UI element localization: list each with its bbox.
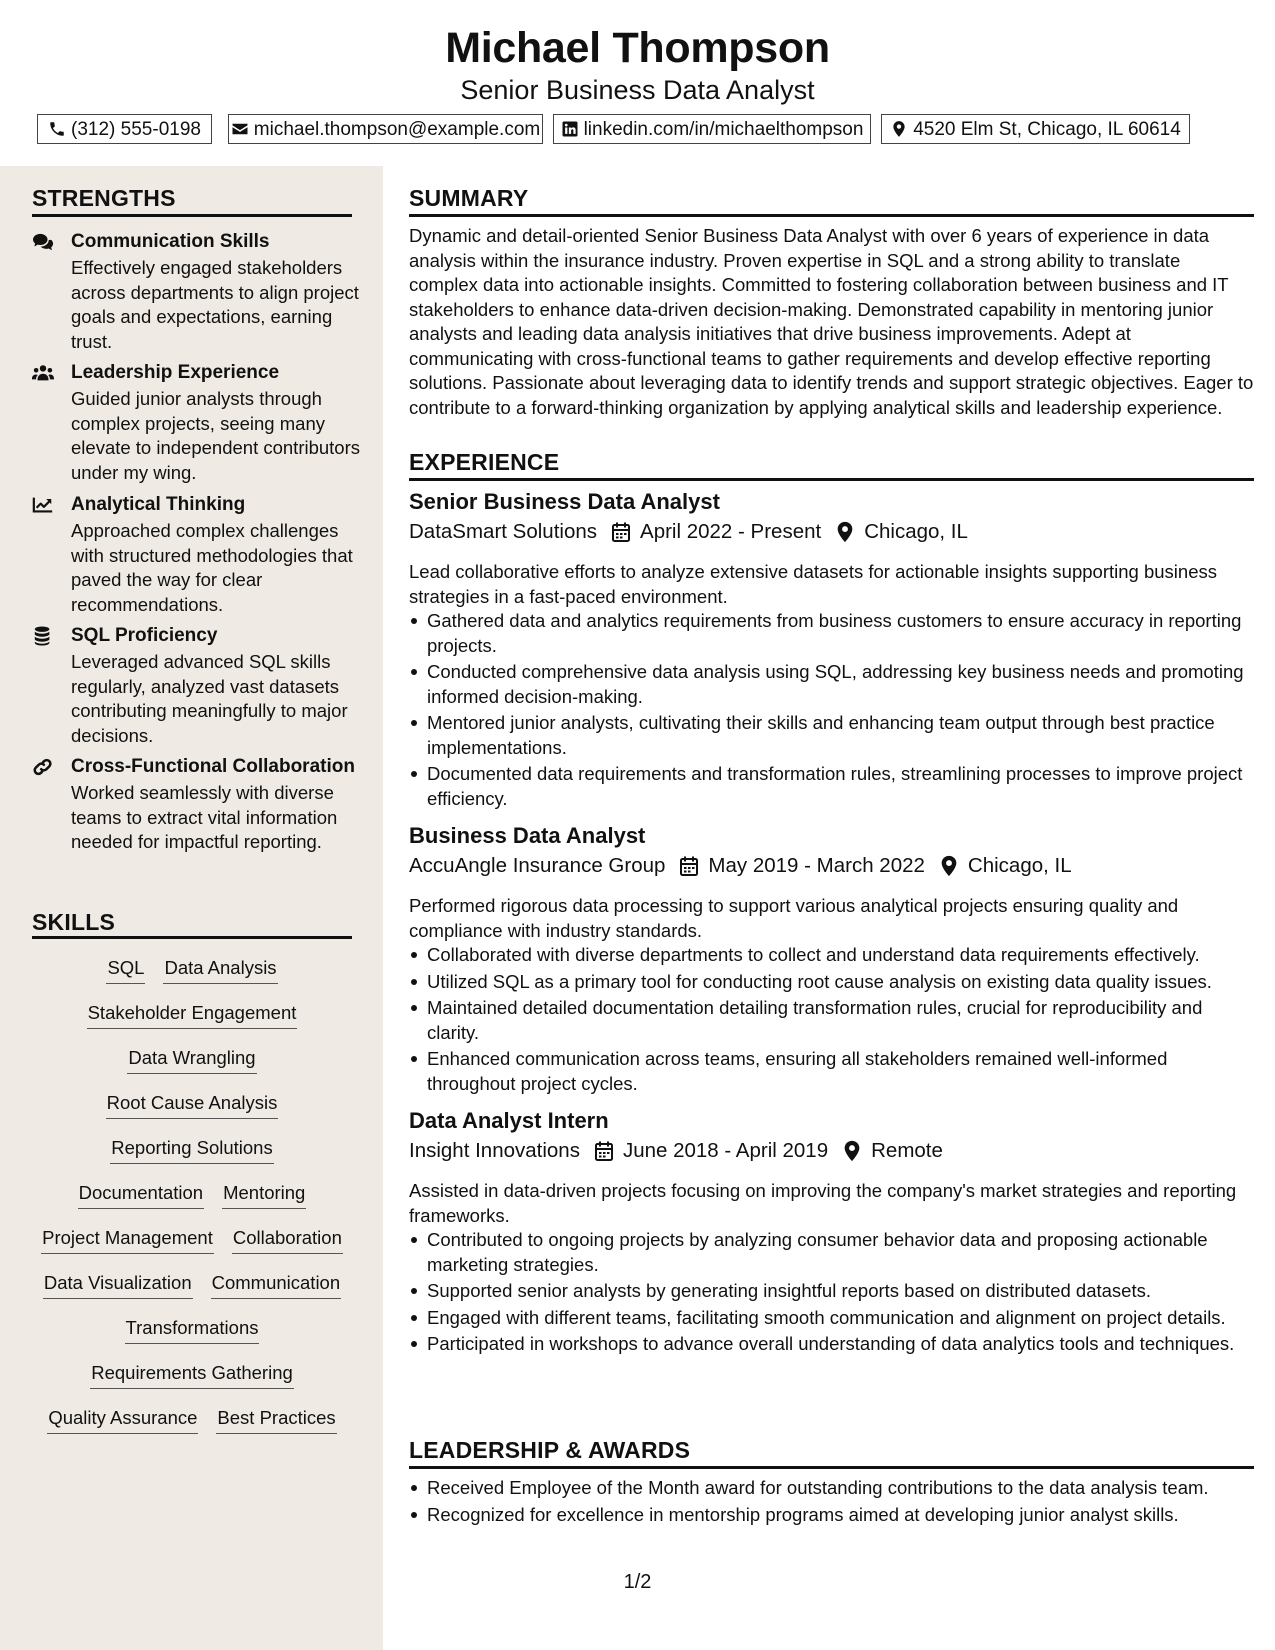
job-bullets: [409, 609, 1254, 813]
job-title: Data Analyst Intern: [409, 1108, 609, 1133]
database-icon: [32, 626, 54, 646]
address-text: 4520 Elm St, Chicago, IL 60614: [913, 118, 1181, 140]
job-location: Remote: [871, 1139, 943, 1162]
awards-divider: [409, 1466, 1254, 1469]
job-bullet: Conducted comprehensive data analysis using SQL, addressing key business needs and promoting informed decision-making.: [409, 660, 1254, 709]
phone-contact[interactable]: [37, 114, 212, 144]
page-number: 1/2: [623, 1571, 652, 1593]
strength-description: Effectively engaged stakeholders across departments to align project goals and expectations, earning trust.: [71, 257, 359, 352]
strength-title: Cross-Functional Collaboration: [71, 756, 355, 777]
skill-tag: Data Analysis: [163, 956, 277, 984]
strengths-heading: STRENGTHS: [32, 185, 176, 211]
job-dates: June 2018 - April 2019: [622, 1139, 829, 1162]
strengths-divider: [32, 214, 352, 217]
main-content: [383, 166, 1275, 1650]
map-pin-icon: [890, 120, 908, 138]
summary-text: Dynamic and detail-oriented Senior Business Data Analyst with over 6 years of experience in data analysis within the insurance industry. Proven expertise in SQL and a strong ability to translate complex data into actionable insights. Committed to fostering collaboration between business and IT stakeholders to enhance data-driven decision-making. Demonstrated capability in mentoring junior analysts and leading data analysis initiatives that drive business improvements. Adept at communicating with cross-functional teams to gather requirements and develop effective reporting solutions. Passionate about leveraging data to identify trends and support strategic objectives. Eager to contribute to a forward-thinking organization by applying analytical skills and leadership experience.: [409, 225, 1254, 418]
skill-tag: Reporting Solutions: [110, 1136, 273, 1164]
strength-description: Guided junior analysts through complex projects, seeing many elevate to independent contributors under my wing.: [71, 388, 361, 483]
job-intro: Performed rigorous data processing to support various analytical projects ensuring quality and compliance with industry standards.: [409, 895, 1179, 941]
job-bullets: [409, 943, 1254, 1098]
job-company: Insight Innovations: [409, 1139, 580, 1162]
job-bullet: Collaborated with diverse departments to collect and understand data requirements effectively.: [409, 943, 1254, 968]
users-icon: [32, 363, 54, 383]
strength-title: Leadership Experience: [71, 362, 280, 383]
email-text: michael.thompson@example.com: [253, 118, 541, 140]
skill-tag: Documentation: [78, 1181, 204, 1209]
skill-tag: Data Wrangling: [127, 1046, 256, 1074]
skill-tag: Communication: [211, 1271, 342, 1299]
job-bullet: Utilized SQL as a primary tool for conducting root cause analysis on existing data quality issues.: [409, 970, 1254, 995]
strength-description: Approached complex challenges with structured methodologies that paved the way for clear recommendations.: [71, 520, 353, 615]
job-bullet: Documented data requirements and transformation rules, streamlining processes to improve project efficiency.: [409, 762, 1254, 811]
skills-heading: SKILLS: [32, 909, 115, 935]
job-bullet: Mentored junior analysts, cultivating their skills and enhancing team output through best practice implementations.: [409, 711, 1254, 760]
job-title: Senior Business Data Analyst: [409, 489, 720, 514]
linkedin-icon: [561, 120, 579, 138]
linkedin-contact[interactable]: [553, 114, 871, 144]
sidebar: [0, 166, 383, 1650]
skill-tag: Collaboration: [232, 1226, 343, 1254]
job-bullets: [409, 1228, 1254, 1359]
skill-tag: Requirements Gathering: [90, 1361, 294, 1389]
job-intro: Assisted in data-driven projects focusing on improving the company's market strategies and reporting frameworks.: [409, 1180, 1237, 1226]
job-bullet: Maintained detailed documentation detailing transformation rules, crucial for reproducibility and clarity.: [409, 996, 1254, 1045]
job-title: Business Data Analyst: [409, 823, 646, 848]
job-location: Chicago, IL: [864, 520, 968, 543]
address-contact: [881, 114, 1190, 144]
job-meta: [409, 1137, 943, 1165]
job-dates: April 2022 - Present: [640, 520, 822, 543]
email-contact[interactable]: [228, 114, 543, 144]
map-pin-icon: [939, 855, 959, 877]
envelope-icon: [231, 120, 249, 138]
strength-title: Analytical Thinking: [71, 494, 246, 515]
job-company: AccuAngle Insurance Group: [409, 854, 666, 877]
link-icon: [32, 757, 54, 777]
calendar-icon: [611, 521, 631, 543]
skill-tag: SQL: [106, 956, 145, 984]
job-company: DataSmart Solutions: [409, 520, 598, 543]
summary-divider: [409, 214, 1254, 217]
linkedin-text: linkedin.com/in/michaelthompson: [583, 118, 864, 140]
skill-tag: Root Cause Analysis: [106, 1091, 279, 1119]
job-bullet: Contributed to ongoing projects by analyzing consumer behavior data and proposing actionable marketing strategies.: [409, 1228, 1254, 1277]
skill-tag: Stakeholder Engagement: [87, 1001, 298, 1029]
job-intro: Lead collaborative efforts to analyze extensive datasets for actionable insights supporting business strategies in a fast-paced environment.: [409, 561, 1217, 607]
skills-list: [32, 956, 352, 1451]
resume-header: [0, 0, 1275, 166]
comments-icon: [32, 232, 54, 252]
calendar-icon: [594, 1140, 614, 1162]
calendar-icon: [679, 855, 699, 877]
map-pin-icon: [842, 1140, 862, 1162]
job-meta: [409, 852, 1072, 880]
award-item: Recognized for excellence in mentorship programs aimed at developing junior analyst skills.: [409, 1503, 1254, 1528]
job-bullet: Gathered data and analytics requirements from business customers to ensure accuracy in reporting projects.: [409, 609, 1254, 658]
skill-tag: Mentoring: [222, 1181, 306, 1209]
job-bullet: Enhanced communication across teams, ensuring all stakeholders remained well-informed throughout project cycles.: [409, 1047, 1254, 1096]
job-meta: [409, 518, 968, 546]
strength-title: Communication Skills: [71, 231, 270, 252]
skill-tag: Best Practices: [216, 1406, 336, 1434]
skill-tag: Data Visualization: [43, 1271, 193, 1299]
awards-heading: LEADERSHIP & AWARDS: [409, 1437, 691, 1463]
strength-description: Worked seamlessly with diverse teams to extract vital information needed for impactful reporting.: [71, 782, 338, 852]
job-location: Chicago, IL: [967, 854, 1072, 877]
strength-title: SQL Proficiency: [71, 625, 218, 646]
phone-icon: [48, 120, 66, 138]
job-dates: May 2019 - March 2022: [708, 854, 925, 877]
job-bullet: Supported senior analysts by generating insightful reports based on distributed datasets.: [409, 1279, 1254, 1304]
contact-bar: [0, 114, 1275, 144]
skill-tag: Transformations: [125, 1316, 260, 1344]
map-pin-icon: [835, 521, 855, 543]
job-bullet: Engaged with different teams, facilitating smooth communication and alignment on project details.: [409, 1306, 1254, 1331]
experience-divider: [409, 478, 1254, 481]
phone-text: (312) 555-0198: [71, 118, 201, 140]
job-bullet: Participated in workshops to advance overall understanding of data analytics tools and techniques.: [409, 1332, 1254, 1357]
skills-divider: [32, 936, 352, 939]
summary-heading: SUMMARY: [409, 185, 529, 211]
candidate-title: Senior Business Data Analyst: [460, 75, 815, 105]
strength-description: Leveraged advanced SQL skills regularly, analyzed vast datasets contributing meaningfully to major decisions.: [71, 651, 348, 746]
experience-heading: EXPERIENCE: [409, 449, 560, 475]
award-item: Received Employee of the Month award for outstanding contributions to the data analysis team.: [409, 1476, 1254, 1501]
chart-line-icon: [32, 495, 54, 515]
candidate-name: Michael Thompson: [445, 24, 830, 72]
skill-tag: Project Management: [41, 1226, 214, 1254]
awards-list: [409, 1476, 1254, 1529]
skill-tag: Quality Assurance: [47, 1406, 198, 1434]
